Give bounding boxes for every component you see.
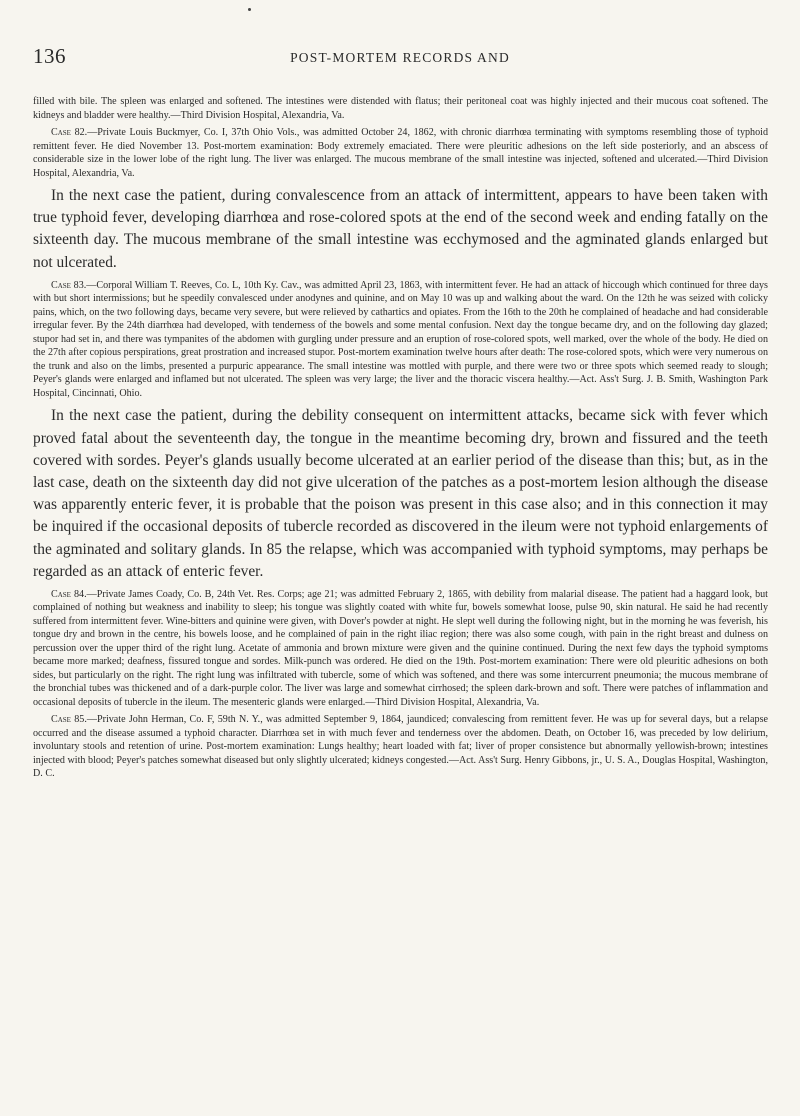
case-84-paragraph — [33, 588, 768, 710]
case-83-paragraph — [33, 279, 768, 401]
case-label: Case 85. — [51, 714, 87, 726]
commentary-paragraph: In the next case the patient, during the debility consequent on intermittent attacks, became sick with fever which proved fatal about the seventeenth day, the tongue in the meantime becoming dry, brown and fissured and the teeth covered with sordes. Peyer's glands usually become ulcerated at an earlier period of the disease than this; but, as in the last case, death on the sixteenth day did not give ulceration of the patches as a post-mortem lesion although the disease was apparently enteric fever, it is probable that the poison was present in this case also; and in this connection it may be inquired if the occasional deposits of tubercle recorded as discovered in the ileum were not typhoid enlargements of the agminated and solitary glands. In 85 the relapse, which was accompanied with typhoid symptoms, may perhaps be regarded as an attack of enteric fever. — [33, 407, 768, 580]
running-title: POST-MORTEM RECORDS AND — [290, 50, 510, 65]
page-header — [0, 44, 800, 74]
case-85-paragraph — [33, 713, 768, 781]
case-text: —Private James Coady, Co. B, 24th Vet. Res. Corps; age 21; was admitted February 2, 1865, with debility from malarial disease. The patient had a haggard look, but complained of nothing but weakness and inability to sleep; his tongue was slightly coated with white fur, bowels somewhat loose, pulse 90, skin natural. He said he had recently suffered from intermittent fever. Wine-bitters and quinine were given, with Dover's powder at night. He slept well during the following night, but in the morning he was feverish, his tongue dry and brown in the centre, his bowels loose, and he complained of pain in the right iliac region; there was also some cough, with pain in the right breast and dulness on percussion over the upper third of the right lung. Acetate of ammonia and brown mixture were given and the quinine continued. During the next few days the typhoid symptoms became more marked; deafness, fissured tongue and sordes. Milk-punch was ordered. He died on the 19th. Post-mortem examination: There were old pleuritic adhesions on both sides, but particularly on the right. The right lung was infiltrated with tubercle, some of which was softened, and there was some intercurrent pneumonia; the mucous membrane of the bronchial tubes was thickened and of a dark-purple color. The liver was large and somewhat cirrhosed; the spleen dark-brown and soft. There were patches of inflammation and occasional deposits of tubercle in the ileum. The mesenteric glands were enlarged.—Third Division Hospital, Alexandria, Va. — [33, 588, 768, 708]
case-text: —Corporal William T. Reeves, Co. L, 10th Ky. Cav., was admitted April 23, 1863, with intermittent fever. He had an attack of hiccough which continued for three days with but short intermissions; but he speedily convalesced under anodynes and quinine, and on May 10 was up and walking about the ward. On the 12th he was seized with colicky pains, which, on the two following days, became very severe, but were relieved by cathartics and opiates. From the 16th to the 20th he complained of headache and had considerable irregular fever. By the 24th diarrhœa had developed, with tenderness of the bowels and some mental confusion. Next day the tongue became dry, and on the following day glazed; stupor had set in, and there was tympanites of the abdomen with gurgling under pressure and an eruption of rose-colored spots, well marked, over the whole of the body. He died on the 27th after copious perspirations, great prostration and increased stupor. Post-mortem examination twelve hours after death: The rose-colored spots, which were very numerous on the trunk and also on the limbs, presented a purpuric appearance. The small intestine was mottled with purple, and there were two or three spots which seemed ready to slough; Peyer's glands were enlarged and inflamed but not ulcerated. The spleen was very large; the liver and the thoracic viscera healthy.—Act. Ass't Surg. J. B. Smith, Washington Park Hospital, Cincinnati, Ohio. — [33, 279, 768, 399]
speck — [248, 8, 251, 11]
paragraph-continuation: filled with bile. The spleen was enlarged and softened. The intestines were distended with flatus; their peritoneal coat was highly injected and their mucous coat softened. The kidneys and bladder were healthy.—Third Division Hospital, Alexandria, Va. — [33, 96, 768, 121]
commentary-paragraph: In the next case the patient, during convalescence from an attack of intermittent, appears to have been taken with true typhoid fever, developing diarrhœa and rose-colored spots at the end of the second week and ending fatally on the sixteenth day. The mucous membrane of the small intestine was ecchymosed and the agminated glands enlarged but not ulcerated. — [33, 187, 768, 271]
case-label: Case 82. — [51, 127, 88, 138]
case-label: Case 84. — [51, 588, 87, 600]
case-text: —Private John Herman, Co. F, 59th N. Y., was admitted September 9, 1864, jaundiced; convalescing from remittent fever. He was up for several days, but a relapse occurred and the disease assumed a typhoid character. Diarrhœa set in with much fever and tenderness over the abdomen. Death, on October 16, was preceded by low delirium, involuntary stools and retention of urine. Post-mortem examination: Lungs healthy; heart loaded with fat; liver of proper consistence but abnormally yellowish-brown; intestines injected with blood; Peyer's patches somewhat diseased but only slightly ulcerated; kidneys congested.—Act. Ass't Surg. Henry Gibbons, jr., U. S. A., Douglas Hospital, Washington, D. C. — [33, 714, 768, 780]
case-82-paragraph — [33, 126, 768, 180]
case-text: —Private Louis Buckmyer, Co. I, 37th Ohio Vols., was admitted October 24, 1862, with chronic diarrhœa terminating with symptoms resembling those of typhoid remittent fever. He died November 13. Post-mortem examination: Body extremely emaciated. There were pleuritic adhesions on the left side posteriorly, and an abscess of considerable size in the lower lobe of the right lung. The liver was enlarged. The mucous membrane of the small intestine was injected, softened and ulcerated.—Third Division Hospital, Alexandria, Va. — [33, 127, 768, 179]
page-body — [33, 95, 768, 781]
page-number: 136 — [33, 44, 66, 68]
case-label: Case 83. — [51, 279, 87, 291]
